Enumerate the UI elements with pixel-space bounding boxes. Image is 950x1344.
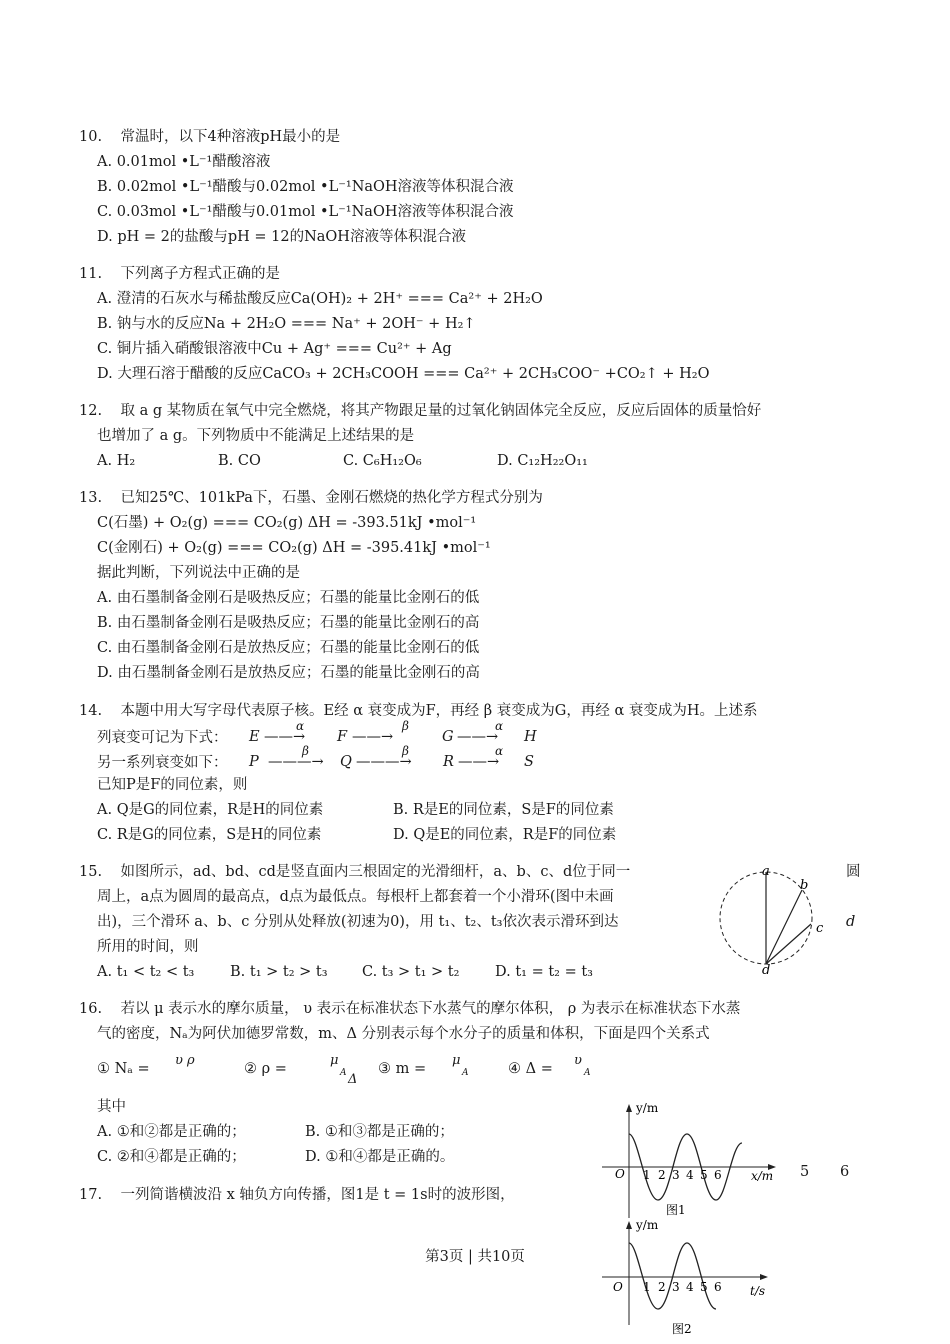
q13-judge: 据此判断，下列说法中正确的是 — [97, 565, 300, 581]
q15-label-d: d — [762, 963, 771, 978]
q16-text-1: 若以 μ 表示水的摩尔质量， υ 表示在标准状态下水蒸气的摩尔体积， ρ 为表示在标准状态下水蒸 — [120, 1001, 741, 1017]
q14-stem-4: 已知P是F的同位素，则 — [97, 777, 248, 793]
q16-relation-1: ① Nₐ = — [97, 1061, 150, 1077]
q11-option-d: D. 大理石溶于醋酸的反应CaCO₃ + 2CH₃COOH === Ca²⁺ + 2CH₃COO⁻ +CO₂↑ + H₂O — [97, 366, 710, 382]
fig1-tick-6: 6 — [714, 1168, 722, 1182]
fig1-caption: 图1 — [666, 1203, 686, 1217]
q13-text: 已知25℃、101kPa下，石墨、金刚石燃烧的热化学方程式分别为 — [120, 490, 543, 506]
q12-option-c: C. C₆H₁₂O₆ — [343, 453, 422, 469]
fig2-y-arrow — [626, 1221, 632, 1229]
chain1-node-3: G — [442, 729, 454, 745]
q14-stem-3: 另一系列衰变如下： — [97, 755, 228, 771]
chain2-arrow-2: ———→ — [356, 754, 412, 770]
chain2-node-1: P — [249, 754, 259, 770]
chain2-arrow-3: ——→ — [458, 754, 500, 770]
q10-stem — [79, 127, 340, 147]
q15-number: 15. — [79, 864, 103, 880]
q13-option-d: D. 由石墨制备金刚石是放热反应；石墨的能量比金刚石的高 — [97, 665, 480, 681]
q16-relation-3-subscript: A — [462, 1068, 469, 1078]
chain1-node-1: E — [249, 729, 260, 745]
q13-option-a: A. 由石墨制备金刚石是吸热反应；石墨的能量比金刚石的低 — [97, 590, 480, 606]
q15-option-c: C. t₃ > t₁ > t₂ — [362, 964, 460, 980]
chain2-node-3: R — [443, 754, 454, 770]
q12-option-d: D. C₁₂H₂₂O₁₁ — [497, 453, 588, 469]
q15-option-b: B. t₁ > t₂ > t₃ — [230, 964, 328, 980]
q16-number: 16. — [79, 1001, 103, 1017]
q16-relation-2: ② ρ = — [244, 1061, 287, 1077]
q11-option-c: C. 铜片插入硝酸银溶液中Cu + Ag⁺ === Cu²⁺ + Ag — [97, 341, 452, 357]
q10-text: 常温时，以下4种溶液pH最小的是 — [120, 129, 341, 145]
fig1-origin: O — [615, 1167, 625, 1181]
q15-text-1: 如图所示，ad、bd、cd是竖直面内三根固定的光滑细杆，a、b、c、d位于同一 — [120, 864, 631, 880]
q13-equation-graphite: C(石墨) + O₂(g) === CO₂(g) ΔH = -393.51kJ •mol⁻¹ — [97, 515, 477, 531]
page-footer: 第3页 | 共10页 — [425, 1249, 525, 1265]
q13-option-b: B. 由石墨制备金刚石是吸热反应；石墨的能量比金刚石的高 — [97, 615, 480, 631]
q12-stem-1 — [79, 401, 761, 421]
q11-number: 11. — [79, 266, 103, 282]
fig1-xlabel: x/m — [751, 1169, 774, 1183]
q13-stem — [79, 488, 543, 508]
q11-stem — [79, 264, 280, 284]
q15-rod-bd — [766, 890, 802, 964]
q16-relation-3: ③ m = — [378, 1061, 427, 1077]
q10-option-c: C. 0.03mol •L⁻¹醋酸与0.01mol •L⁻¹NaOH溶液等体积混合液 — [97, 204, 514, 220]
q15-label-b: b — [800, 878, 809, 893]
q16-relation-2-denominator: Δ — [348, 1072, 358, 1087]
chain2-label-2: β — [402, 744, 409, 758]
q15-circle-figure — [712, 862, 822, 977]
chain2-arrow-1: ———→ — [268, 754, 324, 770]
fig1-ylabel: y/m — [636, 1101, 659, 1115]
fig1-tick-5: 5 — [700, 1168, 708, 1182]
q14-option-c: C. R是G的同位素，S是H的同位素 — [97, 827, 322, 843]
q16-relation-2-subscript: A — [340, 1068, 347, 1078]
q16-option-c: C. ②和④都是正确的； — [97, 1149, 246, 1165]
q12-option-b: B. CO — [218, 453, 261, 469]
q15-line-1-tail: 圆 — [846, 864, 861, 880]
figure-1-waveform — [598, 1098, 788, 1223]
chain2-label-3: α — [495, 744, 504, 758]
q13-number: 13. — [79, 490, 103, 506]
q15-label-c: c — [816, 921, 824, 936]
fig2-tick-1: 1 — [643, 1280, 651, 1294]
fig1-tick-2: 2 — [658, 1168, 666, 1182]
fig2-ylabel: y/m — [636, 1218, 659, 1232]
q16-relation-4: ④ Δ = — [508, 1061, 553, 1077]
q14-option-a: A. Q是G的同位素，R是H的同位素 — [97, 802, 324, 818]
q12-text-1: 取 a g 某物质在氧气中完全燃烧，将其产物跟足量的过氧化钠固体完全反应，反应后固体的质量恰好 — [120, 403, 762, 419]
q16-option-a: A. ①和②都是正确的； — [97, 1124, 246, 1140]
fig2-origin: O — [613, 1280, 623, 1294]
fig2-xlabel: t/s — [750, 1284, 766, 1298]
fig2-x-arrow — [760, 1274, 768, 1280]
q17-stem — [79, 1185, 515, 1205]
q15-line-3-tail: d — [846, 914, 856, 930]
chain1-node-2: F — [337, 729, 348, 745]
q10-option-a: A. 0.01mol •L⁻¹醋酸溶液 — [97, 154, 271, 170]
q16-relation-3-numerator: μ — [452, 1053, 461, 1068]
q17-text: 一列简谐横波沿 x 轴负方向传播，图1是 t = 1s时的波形图， — [120, 1187, 515, 1203]
q16-relation-1-numerator: υ ρ — [175, 1053, 195, 1068]
chain2-label-1: β — [302, 744, 309, 758]
q14-number: 14. — [79, 703, 103, 719]
q15-rod-cd — [766, 924, 811, 964]
chain1-arrow-1: ——→ — [264, 729, 306, 745]
q11-option-b: B. 钠与水的反应Na + 2H₂O === Na⁺ + 2OH⁻ + H₂↑ — [97, 316, 476, 332]
fig2-caption: 图2 — [672, 1322, 692, 1336]
q12-option-a: A. H₂ — [97, 453, 136, 469]
q15-line-1 — [79, 862, 630, 882]
q10-number: 10. — [79, 129, 103, 145]
q16-relation-4-numerator: υ — [574, 1053, 582, 1068]
q16-option-d: D. ①和④都是正确的。 — [305, 1149, 455, 1165]
q10-option-d: D. pH = 2的盐酸与pH = 12的NaOH溶液等体积混合液 — [97, 229, 466, 245]
fig1-tick-3: 3 — [672, 1168, 680, 1182]
q17-tail-6: 6 — [840, 1164, 850, 1180]
q15-option-a: A. t₁ < t₂ < t₃ — [97, 964, 195, 980]
q16-option-b: B. ①和③都是正确的； — [305, 1124, 454, 1140]
fig1-tick-4: 4 — [686, 1168, 694, 1182]
q14-option-d: D. Q是E的同位素，R是F的同位素 — [393, 827, 617, 843]
q15-line-3: 出)，三个滑环 a、b、c 分别从处释放(初速为0)，用 t₁、t₂、t₃依次表示滑环到达 — [97, 914, 619, 930]
fig1-tick-1: 1 — [643, 1168, 651, 1182]
chain2-node-2: Q — [340, 754, 352, 770]
fig2-tick-5: 5 — [700, 1280, 708, 1294]
fig1-y-arrow — [626, 1104, 632, 1112]
q15-line-2: 周上，a点为圆周的最高点，d点为最低点。每根杆上都套着一个小滑环(图中未画 — [97, 889, 614, 905]
q16-line-1 — [79, 999, 740, 1019]
chain1-arrow-2: ——→ — [352, 729, 394, 745]
fig2-tick-3: 3 — [672, 1280, 680, 1294]
q14-stem-1 — [79, 701, 758, 721]
chain1-arrow-3: ——→ — [457, 729, 499, 745]
q16-relation-4-subscript: A — [584, 1068, 591, 1078]
q12-number: 12. — [79, 403, 103, 419]
chain1-label-2: β — [402, 719, 409, 733]
q10-option-b: B. 0.02mol •L⁻¹醋酸与0.02mol •L⁻¹NaOH溶液等体积混合液 — [97, 179, 514, 195]
fig2-tick-2: 2 — [658, 1280, 666, 1294]
q16-relation-2-numerator: μ — [330, 1053, 339, 1068]
fig2-tick-6: 6 — [714, 1280, 722, 1294]
q17-tail-5: 5 — [800, 1164, 810, 1180]
q16-among: 其中 — [97, 1099, 126, 1115]
figure-2-vibration — [598, 1215, 788, 1340]
q14-text-1: 本题中用大写字母代表原子核。E经 α 衰变成为F，再经 β 衰变成为G，再经 α 衰变成为H。上述系 — [120, 703, 758, 719]
q15-line-4: 所用的时间，则 — [97, 939, 199, 955]
q15-label-a: a — [762, 864, 770, 879]
q16-line-2: 气的密度，Nₐ为阿伏加德罗常数，m、Δ 分别表示每个水分子的质量和体积，下面是四个关系式 — [97, 1026, 710, 1042]
q13-equation-diamond: C(金刚石) + O₂(g) === CO₂(g) ΔH = -395.41kJ •mol⁻¹ — [97, 540, 491, 556]
q14-stem-2: 列衰变可记为下式： — [97, 730, 228, 746]
chain1-node-4: H — [524, 729, 537, 745]
q13-option-c: C. 由石墨制备金刚石是放热反应；石墨的能量比金刚石的低 — [97, 640, 480, 656]
q11-option-a: A. 澄清的石灰水与稀盐酸反应Ca(OH)₂ + 2H⁺ === Ca²⁺ + 2H₂O — [97, 291, 543, 307]
chain2-node-4: S — [524, 754, 534, 770]
q11-text: 下列离子方程式正确的是 — [120, 266, 280, 282]
q17-number: 17. — [79, 1187, 103, 1203]
chain1-label-1: α — [296, 719, 305, 733]
chain1-label-3: α — [495, 719, 504, 733]
q15-option-d: D. t₁ = t₂ = t₃ — [495, 964, 593, 980]
q14-option-b: B. R是E的同位素，S是F的同位素 — [393, 802, 614, 818]
fig2-tick-4: 4 — [686, 1280, 694, 1294]
q12-stem-2: 也增加了 a g。下列物质中不能满足上述结果的是 — [97, 428, 415, 444]
